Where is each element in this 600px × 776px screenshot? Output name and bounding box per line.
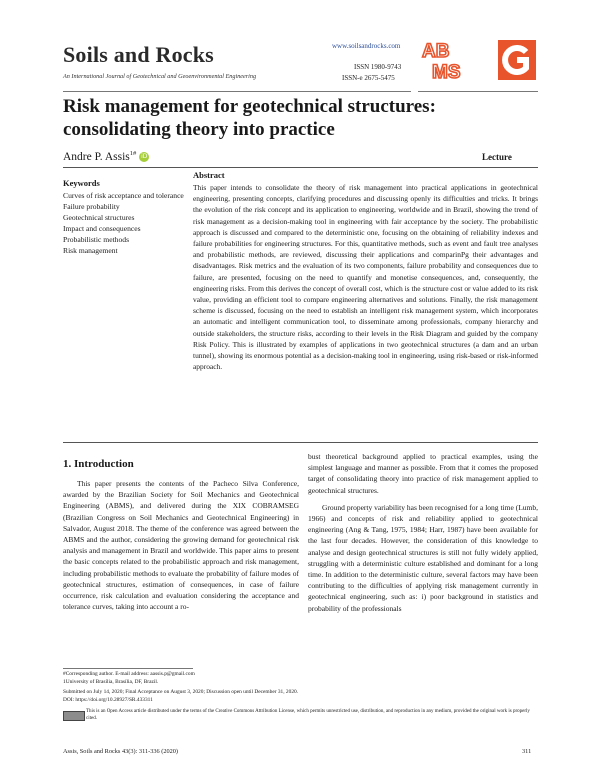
creative-commons-icon[interactable] [63,711,85,721]
footer-citation: Assis, Soils and Rocks 43(3): 311-336 (2020) [63,748,179,755]
keyword-item: Probabilistic methods [63,235,130,244]
keyword-item: Risk management [63,246,118,255]
journal-subtitle: An International Journal of Geotechnical and Geoenvironmental Engineering [63,73,257,80]
journal-name: Soils and Rocks [63,42,214,67]
keywords-list [63,190,185,256]
abms-spg-logo-graphic [420,38,538,82]
keyword-item: Impact and consequences [63,224,141,233]
article-type: Lecture [482,152,512,162]
footnote-doi[interactable]: DOI: https://doi.org/10.28927/SR.433311 [63,697,153,703]
article-title: Risk management for geotechnical structures: consolidating theory into practice [63,96,436,140]
keyword-item: Geotechnical structures [63,213,135,222]
issn-online: ISSN-e 2675-5475 [342,74,395,82]
footnote-affiliation: 1University of Brasília, Brasília, DF, Brazil. [63,679,159,685]
paragraph: This paper presents the contents of the Pacheco Silva Conference, awarded by the Brazilian Society for Soil Mechanics and Geotechnical Engineering (ABMS), and delivered during the XIX COBRAMSEG (Brazilian Congress on Soil Mechanics and Geotechnical Engineering) in Salvador, August 2018. The theme of the conference was agreed between the ABMS and the author, considering the growing demand for geotechnical risk analysis and management in Brazil and worldwide. This paper aims to present the basic concepts related to the probabilistic approach and risk management, including probabilistic methods to evaluate the probability of failure modes of geotechnical structures, estimation of consequences, in case of failure occurrence, risk calculation and evaluation considering the acceptance and tolerance curves, taking into account a ro- [63,479,299,612]
header-rule [63,91,411,92]
intro-right-column [308,451,538,620]
keyword-item: Failure probability [63,202,120,211]
header-rule-right [418,91,538,92]
keywords-heading: Keywords [63,178,100,188]
paragraph: Ground property variability has been recognised for a long time (Lumb, 1966) and concepts of risk and reliability applied to geotechnical engineering (Ang & Tang, 1975, 1984; Harr, 1987) have been available for the last four decades. However, the consideration of this knowledge to analyse and design geotechnical structures is still not fully widely applied, struggling with a deterministic culture established and dominant for a long time. In addition to the deterministic culture, several factors may have been contributing to the difficulties of applying risk management currently in geotechnical engineering, such as: i) poor background in statistics and probability of the professionals [308,502,538,613]
abms-spg-logo [420,38,538,82]
orcid-icon[interactable]: iD [141,153,148,161]
section-heading-introduction: 1. Introduction [63,458,134,470]
keyword-item: Curves of risk acceptance and tolerance [63,191,184,200]
author-name: Andre P. Assis [63,150,130,163]
intro-left-column [63,478,299,618]
svg-text:MS: MS [432,62,461,82]
footnote-rule [63,668,193,669]
footnote-corresponding: #Corresponding author. E-mail address: aassis.p@gmail.com [63,671,195,677]
author-superscript: 1# [129,150,137,157]
journal-website-link[interactable]: www.soilsandrocks.com [332,42,401,50]
svg-text:AB: AB [422,41,450,62]
paragraph: bust theoretical background applied to practical examples, using the simplest language and manner as possible. From that it comes the proposed target of consolidating theory into practice of risk management applied to geotechnical structures. [308,452,538,495]
author-rule [63,167,538,168]
abstract-rule [63,442,538,443]
author-line [63,150,149,163]
page-number: 311 [522,748,532,755]
abstract-text: This paper intends to consolidate the theory of risk management into practical applications in geotechnical engineering, presenting concepts, clarifying procedures and discussing openly its difficulties and tricks. It brings the evolution of the risk concept and its application to engineering, worldwide and in Brazil, showing the trend of risk management as a decision-making tool in engineering with fair acceptance by the society. The probabilistic approach is discussed and compared to the deterministic one, focusing on the obtaining of reliability indexes and failure probabilities for engineering structures. For this, quantitative methods, such as event and fault tree analyses and probabilistic methods, are reviewed, discussing their applications and comparinPg their advantages and disadvantages. Risk metrics and the evaluation of its two components, failure probability and consequences due to failure, are presented, focusing on the need to quantify and monetise consequences, and, consequently, the engineering risks. From this derives the concept of overall cost, which is the structure cost or value added to its risk value, providing an efficient tool to compare engineering alternatives and solutions. Finally, the risk management scheme is discussed, focusing on the need to establish an intelligent risk management system, which incorporates an automatic and intelligent communication tool, to disseminate among professionals, company hierarchy and outside stakeholders, the structure risks, according to their levels in the Risk Diagram and guided by the company Risk Policy. This is illustrated by examples of applications in two geotechnical structures (a dam and an urban tunnel), showing its enormous potential as a decision-making tool in engineering, using risk-based or risk-informed approach. [193,183,538,372]
issn-print: ISSN 1980-9743 [354,63,402,71]
license-text: This is an Open Access article distributed under the terms of the Creative Commons Attribution License, which permits unrestricted use, distribution, and reproduction in any medium, provided the original work is properly cited. [86,709,530,721]
footnote-dates: Submitted on July 14, 2020; Final Acceptance on August 3, 2020; Discussion open until December 31, 2020. [63,689,299,695]
abstract-heading: Abstract [193,170,225,180]
